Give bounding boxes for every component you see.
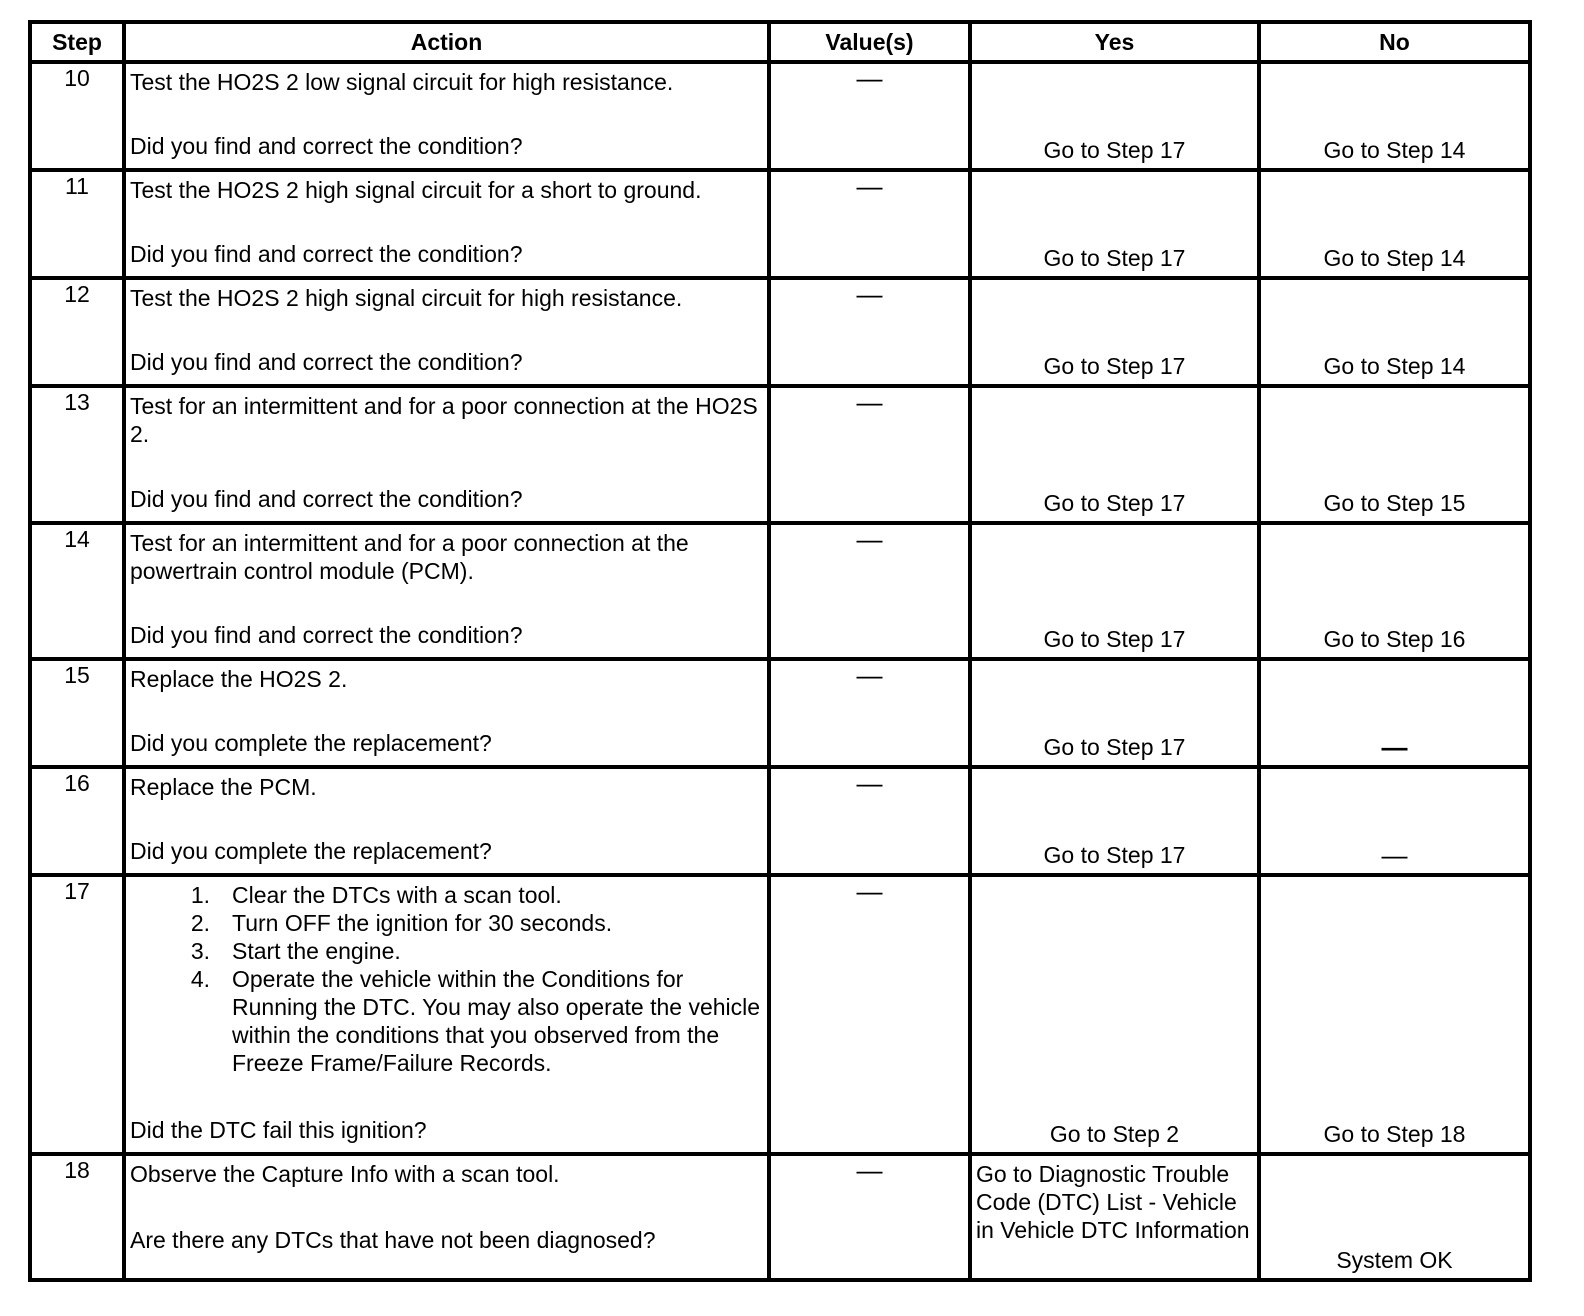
step-number: 13 — [30, 386, 124, 523]
table-row — [30, 875, 1530, 1154]
yes-cell — [970, 170, 1259, 278]
no-cell — [1259, 659, 1530, 767]
action-question: Did you find and correct the condition? — [130, 349, 523, 375]
step-number: 17 — [30, 875, 124, 1154]
value-text: — — [856, 876, 883, 906]
list-item — [180, 909, 763, 937]
yes-text: Go to Step 17 — [1043, 245, 1186, 271]
value-cell — [769, 767, 970, 875]
action-question: Did you complete the replacement? — [130, 730, 492, 756]
value-text: — — [856, 279, 883, 309]
value-cell — [769, 170, 970, 278]
step-number: 12 — [30, 278, 124, 386]
substep-text: Start the engine. — [232, 938, 401, 964]
table-row — [30, 1154, 1530, 1280]
action-text: Test for an intermittent and for a poor connection at the HO2S 2. — [130, 393, 758, 447]
value-text: — — [856, 171, 883, 201]
list-item — [180, 881, 763, 909]
no-text: System OK — [1336, 1247, 1453, 1273]
value-text: — — [856, 387, 883, 417]
value-text: — — [856, 524, 883, 554]
value-cell — [769, 62, 970, 170]
header-yes: Yes — [970, 22, 1259, 62]
diagnostic-table — [28, 20, 1532, 1282]
header-action: Action — [124, 22, 769, 62]
yes-cell — [970, 875, 1259, 1154]
yes-cell — [970, 1154, 1259, 1280]
substep-list — [130, 881, 763, 1077]
action-cell — [124, 62, 769, 170]
substep-number: 2. — [190, 910, 210, 936]
value-text: — — [856, 63, 883, 93]
value-text: — — [856, 660, 883, 690]
no-cell — [1259, 767, 1530, 875]
step-number: 15 — [30, 659, 124, 767]
yes-text: Go to Step 17 — [1043, 490, 1186, 516]
action-text: Test for an intermittent and for a poor connection at the powertrain control module (PCM). — [130, 530, 689, 584]
action-cell — [124, 875, 769, 1154]
action-question: Did you complete the replacement? — [130, 838, 492, 864]
action-cell — [124, 523, 769, 659]
no-text: Go to Step 14 — [1323, 245, 1466, 271]
action-cell — [124, 767, 769, 875]
table-row — [30, 767, 1530, 875]
yes-text: Go to Step 17 — [1043, 353, 1186, 379]
action-question: Did you find and correct the condition? — [130, 486, 523, 512]
substep-text: Clear the DTCs with a scan tool. — [232, 882, 562, 908]
no-cell — [1259, 523, 1530, 659]
value-text: — — [856, 1155, 883, 1185]
yes-text: Go to Step 17 — [1043, 734, 1186, 760]
yes-cell — [970, 278, 1259, 386]
action-cell — [124, 659, 769, 767]
no-text: Go to Step 18 — [1323, 1121, 1466, 1147]
yes-cell — [970, 767, 1259, 875]
yes-cell — [970, 523, 1259, 659]
substep-number: 3. — [190, 938, 210, 964]
header-row — [30, 22, 1530, 62]
action-cell — [124, 170, 769, 278]
value-cell — [769, 875, 970, 1154]
action-cell — [124, 278, 769, 386]
table-row — [30, 278, 1530, 386]
action-cell — [124, 386, 769, 523]
action-text: Observe the Capture Info with a scan tool. — [130, 1161, 560, 1187]
action-question: Did you find and correct the condition? — [130, 133, 523, 159]
action-text: Test the HO2S 2 high signal circuit for a short to ground. — [130, 177, 702, 203]
header-values: Value(s) — [769, 22, 970, 62]
no-text: — — [1381, 732, 1408, 762]
no-cell — [1259, 875, 1530, 1154]
step-number: 11 — [30, 170, 124, 278]
yes-text: Go to Step 17 — [1043, 137, 1186, 163]
action-text: Replace the HO2S 2. — [130, 666, 348, 692]
value-text: — — [856, 768, 883, 798]
action-text: Test the HO2S 2 high signal circuit for high resistance. — [130, 285, 683, 311]
yes-cell — [970, 62, 1259, 170]
action-text: Replace the PCM. — [130, 774, 317, 800]
action-question: Did the DTC fail this ignition? — [130, 1117, 427, 1143]
list-item — [180, 937, 763, 965]
step-number: 18 — [30, 1154, 124, 1280]
value-cell — [769, 1154, 970, 1280]
value-cell — [769, 278, 970, 386]
table-row — [30, 659, 1530, 767]
value-cell — [769, 659, 970, 767]
no-text: Go to Step 15 — [1323, 490, 1466, 516]
substep-number: 4. — [190, 966, 210, 992]
action-text: Test the HO2S 2 low signal circuit for high resistance. — [130, 69, 674, 95]
action-question: Are there any DTCs that have not been diagnosed? — [130, 1227, 656, 1253]
no-cell — [1259, 278, 1530, 386]
table-row — [30, 523, 1530, 659]
no-cell — [1259, 386, 1530, 523]
table-row — [30, 62, 1530, 170]
header-step: Step — [30, 22, 124, 62]
no-cell — [1259, 170, 1530, 278]
action-cell — [124, 1154, 769, 1280]
table-row — [30, 170, 1530, 278]
no-cell — [1259, 62, 1530, 170]
value-cell — [769, 523, 970, 659]
substep-number: 1. — [190, 882, 210, 908]
action-question: Did you find and correct the condition? — [130, 241, 523, 267]
no-text: Go to Step 16 — [1323, 626, 1466, 652]
yes-text: Go to Step 17 — [1043, 626, 1186, 652]
substep-text: Operate the vehicle within the Conditions for Running the DTC. You may also operate the vehicle within the conditions that you observed from the Freeze Frame/Failure Records. — [232, 966, 761, 1076]
step-number: 14 — [30, 523, 124, 659]
yes-cell — [970, 386, 1259, 523]
no-text: — — [1381, 840, 1408, 870]
substep-text: Turn OFF the ignition for 30 seconds. — [232, 910, 613, 936]
yes-cell — [970, 659, 1259, 767]
action-question: Did you find and correct the condition? — [130, 622, 523, 648]
yes-text: Go to Diagnostic Trouble Code (DTC) List - Vehicle in Vehicle DTC Information — [976, 1161, 1250, 1243]
step-number: 16 — [30, 767, 124, 875]
yes-text: Go to Step 2 — [1049, 1121, 1180, 1147]
table-row — [30, 386, 1530, 523]
step-number: 10 — [30, 62, 124, 170]
no-text: Go to Step 14 — [1323, 353, 1466, 379]
yes-text: Go to Step 17 — [1043, 842, 1186, 868]
no-cell — [1259, 1154, 1530, 1280]
list-item — [180, 965, 763, 1077]
value-cell — [769, 386, 970, 523]
header-no: No — [1259, 22, 1530, 62]
no-text: Go to Step 14 — [1323, 137, 1466, 163]
